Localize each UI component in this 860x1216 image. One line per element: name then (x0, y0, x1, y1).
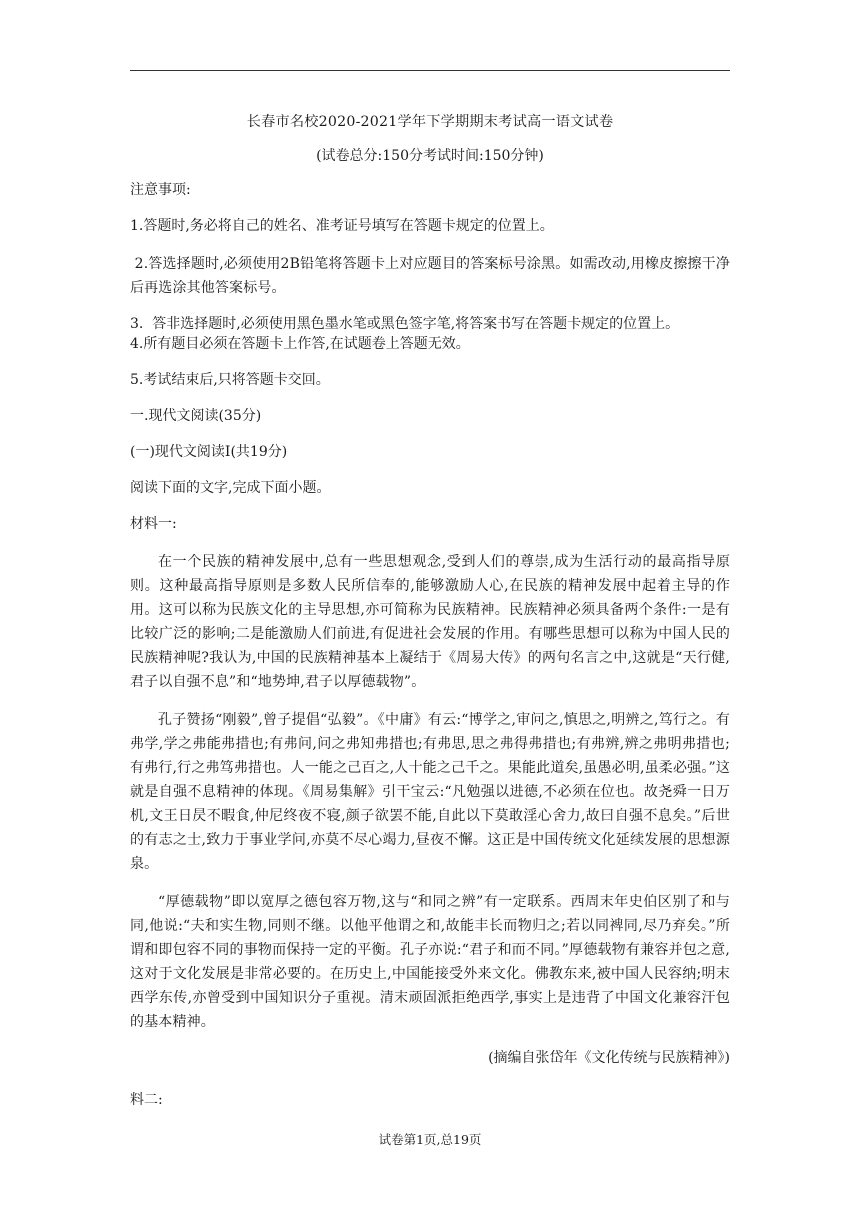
document-page (130, 112, 730, 1126)
material-paragraph: 在一个民族的精神发展中,总有一些思想观念,受到人们的尊崇,成为生活行动的最高指导原则。这种最高指导原则是多数人民所信奉的,能够激励人心,在民族的精神发展中起着主导的作用。这可以称为民族文化的主导思想,亦可简称为民族精神。民族精神必须具备两个条件:一是有比较广泛的影响;二是能激励人们前进,有促进社会发展的作用。有哪些思想可以称为中国人民的民族精神呢?我认为,中国的民族精神基本上凝结于《周易大传》的两句名言之中,这就是“天行健,君子以自强不息”和“地势坤,君子以厚德载物”。 (130, 554, 730, 690)
material-paragraph: 孔子赞扬“刚毅”,曾子提倡“弘毅”。《中庸》有云:“博学之,审问之,慎思之,明辨之,笃行之。有弗学,学之弗能弗措也;有弗问,问之弗知弗措也;有弗思,思之弗得弗措也;有弗辨,辨之弗明弗措也;有弗行,行之弗笃弗措也。人一能之己百之,人十能之己千之。果能此道矣,虽愚必明,虽柔必强。”这就是自强不息精神的体现。《周易集解》引干宝云:“凡勉强以进德,不必须在位也。故尧舜一日万机,文王日昃不暇食,仲尼终夜不寝,颜子欲罢不能,自此以下莫敢淫心舍力,故曰自强不息矣。”后世的有志之士,致力于事业学问,亦莫不尽心竭力,昼夜不懈。这正是中国传统文化延续发展的思想源泉。 (130, 712, 730, 872)
notice-item-2: 2.答选择题时,必须使用2B铅笔将答题卡上对应题目的答案标号涂黑。如需改动,用橡皮擦擦干净后再选涂其他答案标号。 (130, 256, 731, 296)
material-paragraph: “厚德载物”即以宽厚之德包容万物,这与“和同之辨”有一定联系。西周末年史伯区别了和与同,他说:“夫和实生物,同则不继。以他平他谓之和,故能丰长而物归之;若以同裨同,尽乃弃矣。”所谓和即包容不同的事物而保持一定的平衡。孔子亦说:“君子和而不同。”厚德载物有兼容并包之意,这对于文化发展是非常必要的。在历史上,中国能接受外来文化。佛教东来,被中国人民容纳;明末西学东传,亦曾受到中国知识分子重视。清末顽固派拒绝西学,事实上是违背了中国文化兼容汗包的基本精神。 (130, 894, 730, 1030)
notice-item-1: 1.答题时,务必将自己的姓名、准考证号填写在答题卡规定的位置上。 (130, 218, 554, 234)
material-two-label: 料二: (130, 1092, 163, 1108)
source-citation: (摘编自张岱年《文化传统与民族精神》) (488, 1050, 730, 1066)
section-subheading: (一)现代文阅读Ⅰ(共19分) (130, 444, 288, 460)
top-rule (130, 70, 730, 71)
exam-title: 长春市名校2020-2021学年下学期期末考试高一语文试卷 (246, 114, 614, 130)
section-heading: 一.现代文阅读(35分) (130, 408, 262, 424)
notice-heading: 注意事项: (130, 182, 191, 198)
notice-item-5: 5.考试结束后,只将答题卡交回。 (130, 372, 330, 388)
exam-subtitle: (试卷总分:150分考试时间:150分钟) (316, 148, 544, 164)
notice-item-4: 4.所有题目必须在答题卡上作答,在试题卷上答题无效。 (130, 336, 470, 352)
page-footer: 试卷第1页,总19页 (378, 1132, 482, 1147)
reading-instruction: 阅读下面的文字,完成下面小题。 (130, 480, 331, 496)
material-one-label: 材料一: (130, 516, 177, 532)
notice-item-3: 3. 答非选择题时,必须使用黑色墨水笔或黑色签字笔,将答案书写在答题卡规定的位置上。 (130, 316, 680, 332)
